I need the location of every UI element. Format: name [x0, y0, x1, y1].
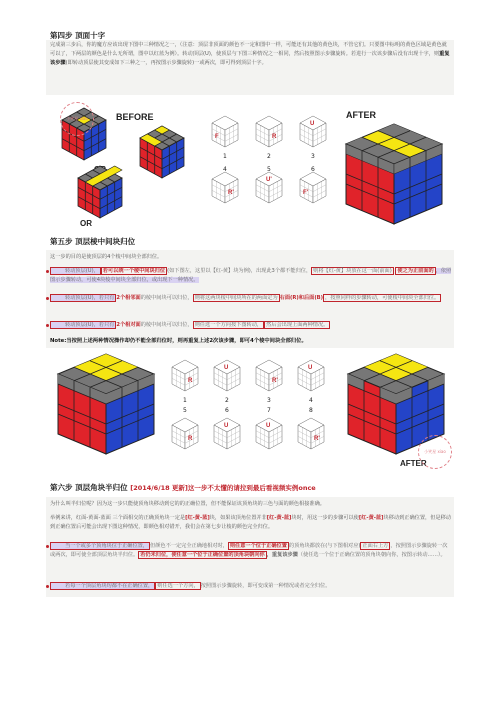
- step-number: 5: [183, 407, 187, 414]
- step-number: 8: [309, 407, 313, 414]
- step6-heading: 第六步 顶层角块半归位 [2014/6/18 更新]这一步不太懂的请拉到最后看视频实例once: [50, 483, 316, 492]
- step5-bullet-3: 转动顶层(U)，若只有 2个相对面的棱中间块可以归位， 则任选一个方向按下图转动， 然后会出现上面两种情况。: [50, 321, 452, 330]
- step6-paragraph-1: 为什么叫半归位呢？因为这一步只能使顶角块移动到它的的正确位置，但不能保证该顶角块的三色与面的颜色相接准确。: [50, 501, 325, 507]
- step-number: 6: [311, 166, 315, 173]
- step5-heading: 第五步 顶层棱中间块归位: [50, 237, 136, 246]
- step4-move-label: F': [303, 190, 309, 196]
- step5-move-diagrams: [168, 356, 336, 466]
- step6-paragraph-2: 举例来讲，红面-黄面-蓝面 三个面相交的正确顶角块一定是[红-黄-蓝]块，如果该顶角位置并非[红-黄-蓝]块时，用这一步的步骤可以使[红-黄-蓝]块移动到正确位置，但是移动到正确位置后可能会出现下图这种情况，即颜色相对错开，我们会在第七步让棱的颜色完全归位。: [50, 515, 451, 530]
- step5-move-label: R': [314, 436, 320, 442]
- step4-move-label: F: [215, 134, 219, 140]
- step-number: 4: [223, 166, 227, 173]
- step5-note: Note:当按照上述两种情况操作却仍不能全部归位时，则再重复上述2次该步骤，即可4个棱中间块全部归位。: [50, 338, 307, 344]
- step4-move-label: U': [266, 177, 272, 183]
- step-number: 3: [311, 153, 315, 160]
- step5-move-label: R: [188, 436, 193, 442]
- step5-bullet-1: 转动顶层(U)， 若可以统一个棱中间块归位 (如下图左，这里以【红-黄】块为例)，出现此3个都不能归位， 则将【红-黄】块放在这一面(前面) 使之为正前面的 ，依照图示步骤转动，可使4块棱中间块全部归位，或出现下一种情况。: [50, 267, 452, 285]
- step5-after-label: AFTER: [400, 459, 427, 468]
- step-number: 3: [267, 397, 271, 404]
- step4-after-label: AFTER: [346, 110, 376, 120]
- step4-heading: 第四步 顶面十字: [50, 31, 106, 40]
- step4-watermark: 小笑星 xiao: [60, 102, 94, 136]
- step5-move-label: U: [224, 365, 229, 371]
- step5-before-cube: [54, 350, 164, 460]
- step4-before-label: BEFORE: [116, 112, 154, 122]
- step-number: 4: [309, 397, 313, 404]
- step4-paragraph: 完成第三步后，你的魔方应该出现下图中三种情况之一，（注意：顶层非顶面的颜色不一定和图中一样，可能还有其他的黄色块，不管它们。只要图中标明的黄色区域是黄色就可以了，下两层的颜色是什么无所谓，图中以红蓝为例）。转动顶层(U)，使顶层与下图三种情况之一相同，然后按照图示步骤旋转。若进行一次该步骤后没有出现十字，则重复该步骤(即转动顶层使其变成如下三种之一，再按图示步骤旋转)一或两次，即可得到顶层十字。: [50, 42, 450, 66]
- step-number: 2: [267, 153, 271, 160]
- step5-move-label: U: [308, 365, 313, 371]
- step6-bullet-1: 当一个或多个顶角块位于正确位置， 但颜色不一定完全正确地相对时， 则任意一个位于正确位置 的顶角块都放在(与下图相对应) 正面右上方 ，按照图示步骤旋转一次或两次，即可使全部顶层角块半归位。 若仍未归位，使任意一个位于正确位置的顶角块朝向你 ，重复该步骤（使任选一个位于正确位置的顶角块朝向你，按图示转动……）。: [50, 542, 452, 560]
- step-number: 1: [183, 397, 187, 404]
- step4-move-diagrams: [208, 114, 333, 224]
- step-number: 1: [223, 153, 227, 160]
- step6-bullet-2: 若每一个顶层角块均都不在正确位置， 则任选一个方向， 按照图示步骤旋转，即可变成第一种情况或者完全归位。: [50, 582, 452, 591]
- step4-move-label: U: [310, 121, 315, 127]
- step4-after-cube: [340, 108, 455, 228]
- step6-update-note: [2014/6/18 更新]这一步不太懂的请拉到最后看视频实例once: [130, 484, 316, 492]
- step-number: 7: [267, 407, 271, 414]
- step5-move-label: U: [266, 423, 271, 429]
- step4-or-label-2: OR: [80, 219, 92, 228]
- step5-move-label: R: [188, 378, 193, 384]
- step5-move-label: U: [224, 423, 229, 429]
- step4-move-label: R: [272, 134, 277, 140]
- step5-watermark: 小笑星 xiao: [418, 435, 452, 469]
- step5-intro: 这一步的目的是使顶层的4个棱中间块全部归位。: [50, 254, 163, 260]
- step-number: 5: [267, 166, 271, 173]
- step-number: 2: [225, 397, 229, 404]
- step-number: 6: [225, 407, 229, 414]
- step5-move-label: R': [272, 378, 278, 384]
- step5-bullet-2: 转动顶层(U)，若只有 2个相邻面的棱中间块可以归位， 则将这两块棱中间块所在的两面定为 右面(R)和后面(B) ，按照同样的步骤转动，可使棱中间块全部归位。: [50, 294, 452, 303]
- step4-move-label: R': [228, 190, 234, 196]
